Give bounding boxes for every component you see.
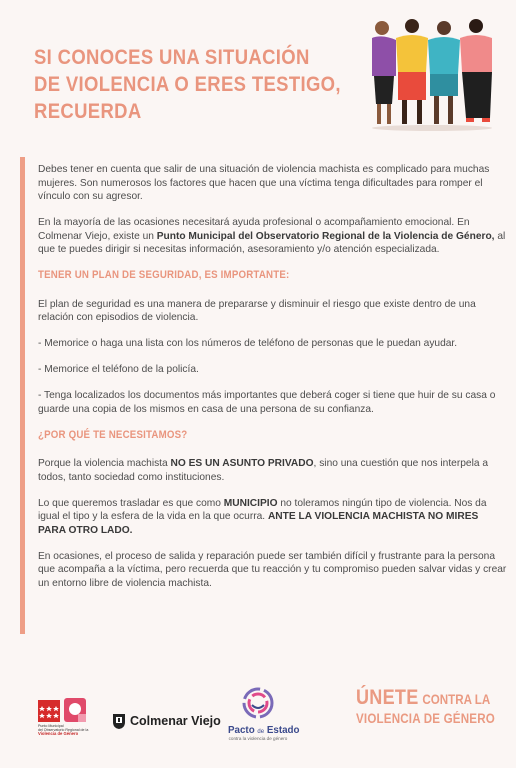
bold-text: NO ES UN ASUNTO PRIVADO xyxy=(170,458,314,469)
bold-text: ANTE LA VIOLENCIA MACHISTA NO MIRES PARA OTRO LADO. xyxy=(38,511,479,536)
people-hug-illustration xyxy=(362,14,502,134)
unete-big: ÚNETE xyxy=(356,686,419,709)
unete-slogan xyxy=(356,686,506,728)
main-content xyxy=(38,163,508,603)
intro-paragraph-1: Debes tener en cuenta que salir de una situación de violencia machista es complicado para muchas mujeres. Son numerosos los factores que hacen que una víctima tenga dificultades para romper el vínculo con su agresor. xyxy=(38,164,490,202)
observatorio-line: del Observatorio Regional de la xyxy=(38,728,89,733)
why-paragraph-1 xyxy=(38,457,508,484)
text-span: al que te puedes dirigir si necesitas información, asesoramiento y/o atención especializada. xyxy=(38,230,506,255)
madrid-flag-icon xyxy=(38,692,102,724)
why-paragraph-2 xyxy=(38,497,508,538)
observatorio-text xyxy=(38,724,88,737)
observatorio-name: Punto Municipal del Observatorio Regional de la Violencia de Género, xyxy=(156,230,495,242)
observatorio-logo xyxy=(38,692,102,736)
text-span: Porque la violencia machista xyxy=(38,458,171,469)
unete-small: CONTRA LA xyxy=(422,692,491,707)
intro-paragraph-2 xyxy=(38,216,508,257)
colmenar-name: Colmenar Viejo xyxy=(130,714,221,728)
plan-item-3: - Tenga localizados los documentos más importantes que deberá coger si tiene que huir de su casa o guarde una copia de los mismos en casa de una persona de su confianza. xyxy=(38,390,496,415)
unete-word: DE GÉNERO xyxy=(423,711,495,726)
unete-row-1 xyxy=(356,686,491,710)
pacto-title xyxy=(228,725,300,736)
observatorio-line: Punto Municipal xyxy=(38,724,64,728)
pacto-circle-icon xyxy=(237,686,279,720)
unete-word: VIOLENCIA xyxy=(356,711,421,726)
why-paragraph-3: En ocasiones, el proceso de salida y reparación puede ser también difícil y frustrante para la persona que acompaña a la víctima, pero recuerda que tu reacción y tu compromiso pueden salvar vidas y crear un entorno libre de violencia machista. xyxy=(38,550,507,589)
title-line-3: RECUERDA xyxy=(34,99,142,123)
plan-item-1: - Memorice o haga una lista con los números de teléfono de personas que le puedan ayudar. xyxy=(38,338,458,349)
colmenar-crest-icon xyxy=(112,712,126,730)
pacto-word: Estado xyxy=(266,725,300,736)
text-span: no toleramos ningún tipo de violencia. Nos da igual el tipo y la esfera de la vida en la que ocurra. xyxy=(38,497,487,522)
colmenar-viejo-logo xyxy=(112,712,221,730)
pacto-word: Pacto xyxy=(228,725,255,736)
plan-item-2: - Memorice el teléfono de la policía. xyxy=(38,364,199,375)
title-line-1: SI CONOCES UNA SITUACIÓN xyxy=(34,45,310,69)
plan-paragraph: El plan de seguridad es una manera de prepararse y disminuir el riesgo que existe dentro de una relación con episodios de violencia. xyxy=(38,298,476,323)
text-span: , sino una cuestión que nos interpela a todos, tanto sociedad como instituciones. xyxy=(38,458,488,483)
page-title xyxy=(34,44,341,125)
pacto-subtitle: contra la violencia de género xyxy=(228,736,288,741)
text-span: En la mayoría de las ocasiones necesitará ayuda profesional o acompañamiento emocional. En Colmenar Viejo, existe un xyxy=(38,217,470,242)
text-span: Lo que queremos trasladar es que como xyxy=(38,497,224,509)
observatorio-red-line: Violencia de Género xyxy=(38,731,79,737)
accent-bar xyxy=(20,157,25,634)
title-line-2: DE VIOLENCIA O ERES TESTIGO, xyxy=(34,72,341,96)
section-heading-plan: TENER UN PLAN DE SEGURIDAD, ES IMPORTANTE: xyxy=(38,269,290,281)
section-heading-why: ¿POR QUÉ TE NECESITAMOS? xyxy=(38,428,188,441)
bold-text: MUNICIPIO xyxy=(223,497,278,509)
footer-logos xyxy=(0,680,516,750)
pacto-estado-logo xyxy=(228,686,300,741)
pacto-de: de xyxy=(257,729,265,735)
unete-row-2 xyxy=(356,710,495,728)
